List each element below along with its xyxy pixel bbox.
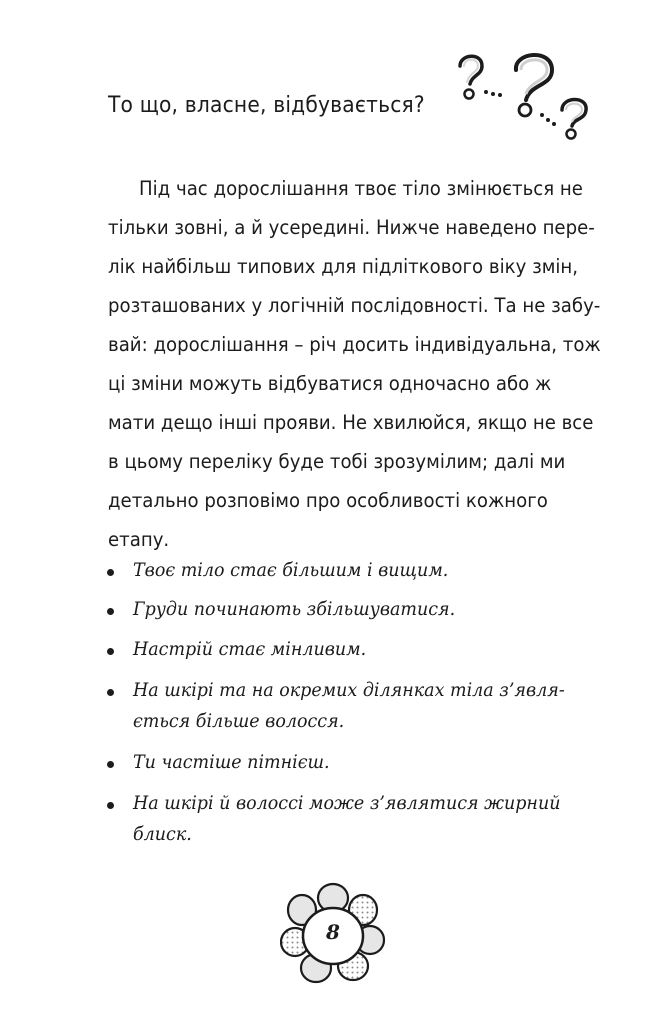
paragraph-line: тільки зовні, а й усередині. Нижче наведено пере- <box>108 216 595 239</box>
paragraph-line: розташованих у логічній послідовності. Та не забу- <box>108 294 601 317</box>
question-marks-icon <box>448 46 598 141</box>
bullet-icon <box>107 761 114 768</box>
paragraph-line: етапу. <box>108 528 170 551</box>
paragraph-line: Під час дорослішання твоє тіло змінюється не <box>139 177 583 200</box>
bullet-icon <box>107 569 114 576</box>
bullet-icon <box>107 689 114 696</box>
page-heading: То що, власне, відбувається? <box>108 92 425 118</box>
paragraph-line: ці зміни можуть відбуватися одночасно або ж <box>108 372 552 395</box>
paragraph-line: лік найбільш типових для підліткового віку змін, <box>108 255 579 278</box>
bullet-icon <box>107 608 114 615</box>
list-item-text: Груди починають збільшуватися. <box>133 598 456 620</box>
paragraph-line: в цьому переліку буде тобі зрозумілим; далі ми <box>108 450 566 473</box>
list-item-text: На шкірі та на окремих ділянках тіла з’явля- <box>133 679 565 701</box>
list-item-text: Настрій стає мінливим. <box>133 638 367 660</box>
bullet-icon <box>107 802 114 809</box>
list-item-text: Ти частіше пітнієш. <box>133 751 330 773</box>
list-item-text: На шкірі й волоссі може з’являтися жирний <box>133 792 561 814</box>
list-item-text: Твоє тіло стає більшим і вищим. <box>133 559 449 581</box>
paragraph-line: детально розповімо про особливості кожного <box>108 489 548 512</box>
list-item-text: ється більше волосся. <box>133 710 345 732</box>
paragraph-line: мати дещо інші прояви. Не хвилюйся, якщо не все <box>108 411 594 434</box>
bullet-icon <box>107 648 114 655</box>
list-item-text: блиск. <box>133 823 192 845</box>
paragraph-line: вай: дорослішання – річ досить індивідуальна, тож <box>108 333 601 356</box>
page-number: 8 <box>326 920 340 944</box>
